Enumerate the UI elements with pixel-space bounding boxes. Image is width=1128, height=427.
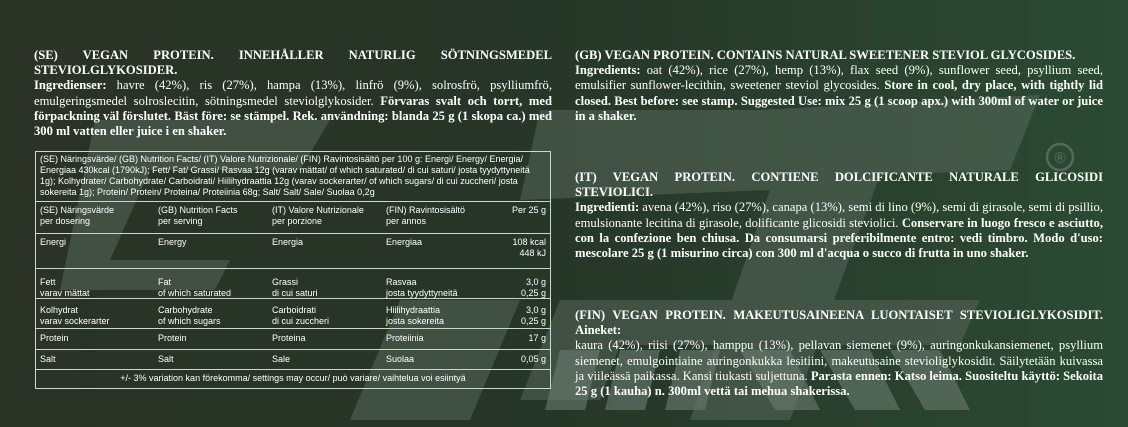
- cell-se: Energi: [40, 237, 67, 247]
- cell-fi: Energiaa: [386, 237, 423, 247]
- table-row-carbohydrate: [36, 299, 550, 329]
- gb-heading: (GB) VEGAN PROTEIN. CONTAINS NATURAL SWEETENER STEVIOL GLYCOSIDES.: [575, 48, 1076, 62]
- it-label-text: [575, 170, 1103, 261]
- cell-it: Energia: [272, 237, 304, 247]
- cell-se: Protein: [40, 333, 69, 343]
- cell-it: Proteina: [272, 333, 306, 343]
- gb-storage: Store in cool, dry place, with tightly lid closed. Best before: see stamp. Suggested Use: mix 25 g (1 scoop apx.) with 300ml of water or juice in a shaker.: [575, 78, 1104, 123]
- nutrition-table: [35, 151, 551, 389]
- it-ingredients-label: Ingredienti:: [575, 200, 640, 215]
- header-gb: (GB) Nutrition Facts per serving: [158, 205, 238, 226]
- cell-value: 108 kcal 448 kJ: [512, 237, 546, 258]
- cell-value: 0,05 g: [520, 354, 546, 364]
- table-row-fat: [36, 269, 550, 299]
- cell-gb: Salt: [158, 354, 174, 364]
- it-heading: (IT) VEGAN PROTEIN. CONTIENE DOLCIFICANTE NATURALE GLICOSIDI STEVIOLICI.: [575, 170, 1103, 200]
- registered-mark: ®: [1054, 150, 1066, 167]
- se-label-text: [34, 48, 552, 139]
- it-ingredients: avena (42%), riso (27%), canapa (13%), semi di lino (9%), semi di girasole, semi di psillio, emulsionante lecitina di girasole, dolificante glicosidi steviolici.: [575, 200, 1103, 230]
- table-row-salt: [36, 350, 550, 370]
- cell-fi: Hiilihydraattia josta sokereita: [386, 305, 445, 326]
- fi-label-text: [575, 308, 1103, 399]
- table-row-energy: [36, 234, 550, 269]
- fi-ingredients: kaura (42%), riisi (27%), hamppu (13%), pellavan siemenet (9%), auringonkukansiemenet, psyllium siemenet, emulgointiaine auringonkukka lesitiini, makeutusaine stevioliglykosidit. Säilytetään kuivassa ja viileässä paikassa. Kansi tiukasti suljettuna.: [575, 338, 1103, 383]
- it-storage: Conservare in luogo fresco e asciutto, con la confezione ben chiusa. Da consumarsi preferibilmente entro: vedi timbro. Modo d'uso: mescolare 25 g (1 misurino circa) con 300 ml d'acqua o succo di frutta in uno shaker.: [575, 215, 1104, 261]
- fi-storage: Parasta ennen: Katso leima. Suositeltu käyttö: Sekoita 25 g (1 kauha) n. 300ml vettä tai mehua shakerissa.: [575, 368, 1103, 399]
- nutrition-header-row: [36, 202, 550, 234]
- header-se: (SE) Näringsvärde per dosering: [40, 205, 115, 226]
- nutrition-intro: (SE) Näringsvärde/ (GB) Nutrition Facts/ (IT) Valore Nutrizionale/ (FIN) Ravintosisältö per 100 g: Energi/ Energy/ Energia/ Energiaa 430kcal (1790kJ); Fett/ Fat/ Grassi/ Rasvaa 12g (varav mättat/ of which saturated/ di cui saturi/ josta tyydyttyneitä 1g); Kolhydrater/ Carbohydrate/ Carboidrati/ Hiilihydraattia 12g (varav sockerarter/ of which sugars/ di cui zuccheri/ josta sokereita 1g); Protein/ Protein/ Proteina/ Proteiinia 68g; Salt/ Salt/ Sale/ Suolaa 0,2g: [36, 152, 550, 202]
- cell-value: 3,0 g 0,25 g: [520, 277, 546, 298]
- header-it: (IT) Valore Nutrizionale per porzione: [272, 205, 364, 226]
- header-fi: (FIN) Ravintosisältö per annos: [386, 205, 466, 226]
- gb-ingredients-label: Ingredients:: [575, 63, 641, 78]
- table-row-protein: [36, 329, 550, 350]
- se-storage: Förvaras svalt och torrt, med förpackning väl förslutet. Bäst före: se stämpel. Rek. användning: blanda 25 g (1 skopa ca.) med 300 ml vatten eller juice i en shaker.: [34, 93, 552, 139]
- cell-gb: Carbohydrate of which sugars: [158, 305, 221, 326]
- se-ingredients-label: Ingredienser:: [34, 78, 107, 93]
- cell-gb: Energy: [158, 237, 187, 247]
- se-ingredients: havre (42%), ris (27%), hampa (13%), linfrö (9%), solrosfrö, psylliumfrö, emulgeringsmedel solroslecitin, sötningsmedel steviolglykosider.: [34, 78, 552, 108]
- cell-fi: Suolaa: [386, 354, 415, 364]
- cell-it: Grassi di cui saturi: [272, 277, 318, 298]
- cell-se: Kolhydrat varav sockerarter: [40, 305, 110, 326]
- gb-ingredients: oat (42%), rice (27%), hemp (13%), flax seed (9%), sunflower seed, psyllium seed, emulsifier sunflower-lecithin, sweetener steviol glycosides.: [575, 63, 1103, 93]
- cell-se: Salt: [40, 354, 56, 364]
- cell-fi: Proteiinia: [386, 333, 424, 343]
- cell-it: Sale: [272, 354, 291, 364]
- cell-se: Fett varav mättat: [40, 277, 90, 298]
- gb-label-text: [575, 48, 1103, 124]
- fi-heading: (FIN) VEGAN PROTEIN. MAKEUTUSAINEENA LUONTAISET STEVIOLIGLYKOSIDIT. Aineket:: [575, 308, 1103, 338]
- header-amount: Per 25 g: [511, 205, 546, 215]
- se-heading: (SE) VEGAN PROTEIN. INNEHÅLLER NATURLIG SÖTNINGSMEDEL STEVIOLGLYKOSIDER.: [34, 48, 552, 78]
- cell-it: Carboidrati di cui zuccheri: [272, 305, 330, 326]
- cell-fi: Rasvaa josta tyydyttyneitä: [386, 277, 458, 298]
- cell-gb: Protein: [158, 333, 187, 343]
- cell-value: 3,0 g 0,25 g: [520, 305, 546, 326]
- nutrition-footnote: +/- 3% variation kan förekomma/ settings may occur/ può variare/ vaihtelua voi esiintyä: [120, 373, 466, 383]
- cell-gb: Fat of which saturated: [158, 277, 232, 298]
- cell-value: 17 g: [528, 333, 546, 343]
